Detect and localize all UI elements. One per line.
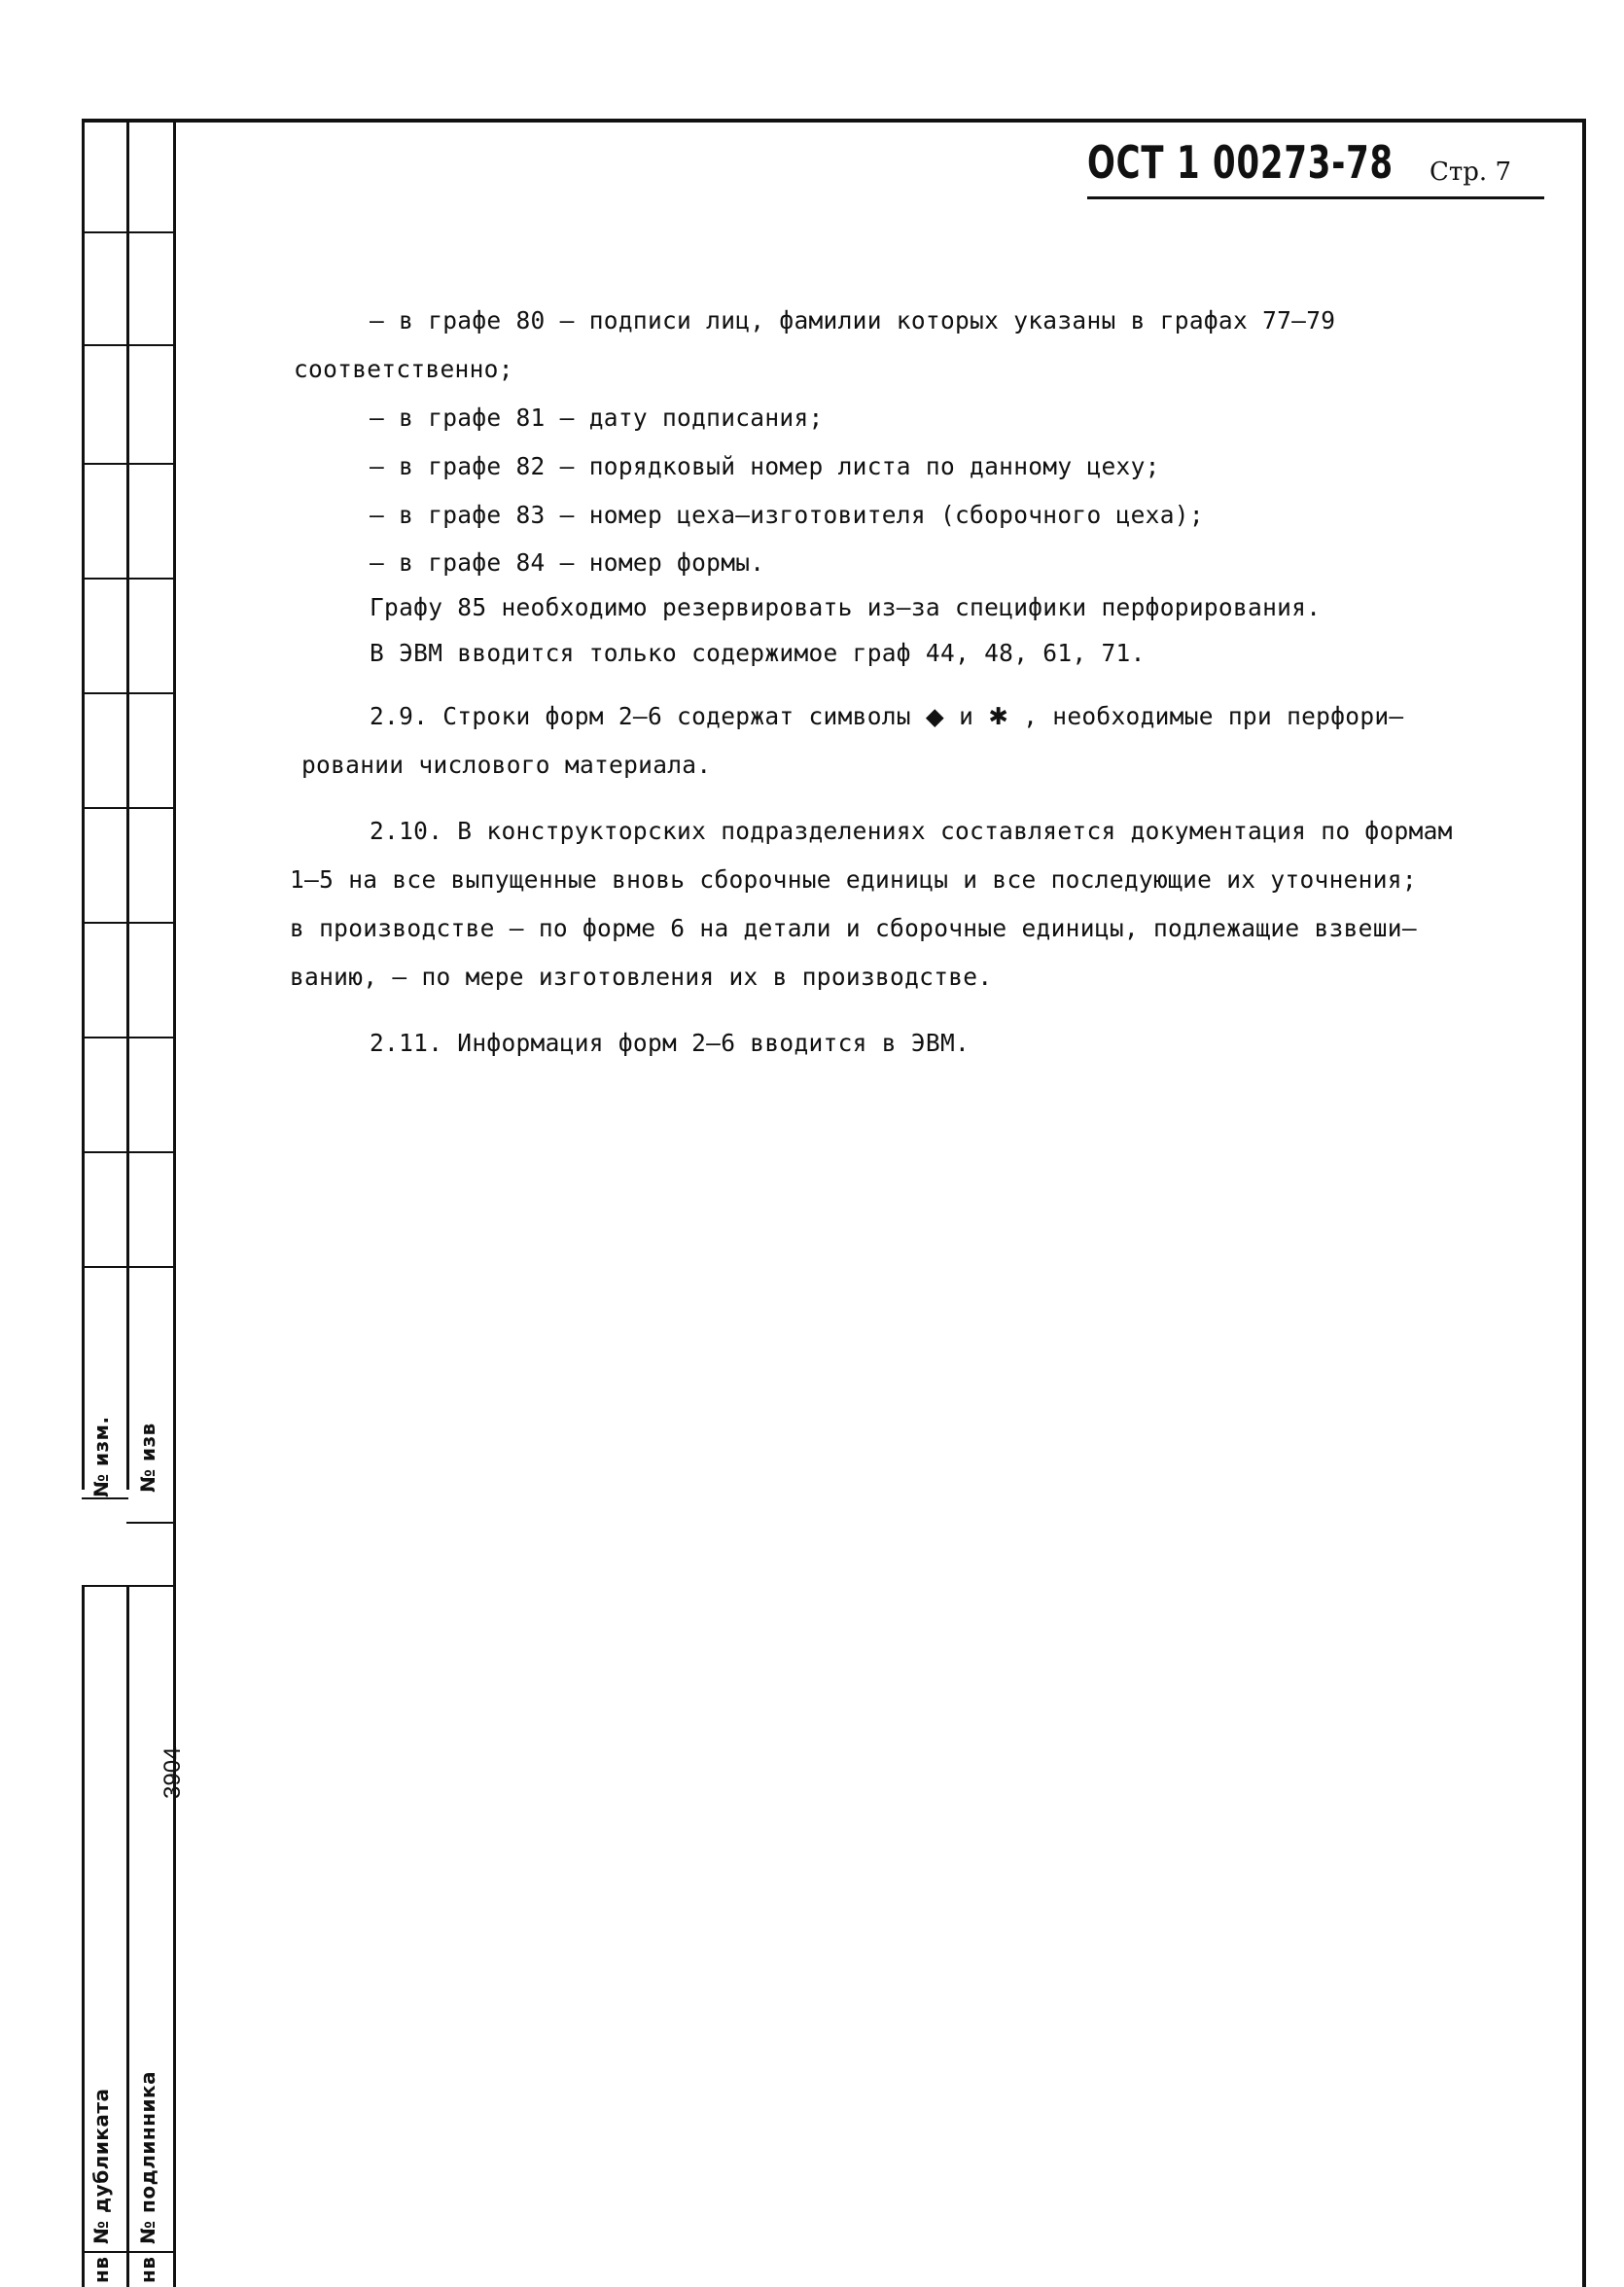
margin-cell-divider: [82, 1585, 128, 1587]
margin-cell-divider: [82, 807, 173, 809]
margin-cell-divider: [82, 1037, 173, 1038]
text-line: Графу 85 необходимо резервировать из–за специфики перфорирования.: [370, 593, 1322, 621]
document-header: [1087, 136, 1544, 199]
label-inv-dublikata: нв: [89, 2256, 113, 2283]
text-line: – в графе 83 – номер цеха–изготовителя (сборочного цеха);: [370, 501, 1204, 529]
text-fragment: , необходимые при перфори–: [1023, 702, 1404, 730]
standard-code: ОСТ 1 00273-78: [1087, 136, 1394, 189]
margin-cell-divider: [82, 578, 173, 580]
text-line: ровании числового материала.: [301, 751, 712, 779]
original-number: 3904: [159, 1746, 186, 1799]
margin-cell-divider: [82, 463, 173, 465]
text-line: 2.10. В конструкторских подразделениях составляется документация по формам: [370, 817, 1453, 845]
label-dublikata: № дубликата: [89, 2088, 113, 2244]
text-line: – в графе 84 – номер формы.: [370, 548, 765, 577]
label-izm: № изм.: [89, 1416, 113, 1497]
text-line: – в графе 82 – порядковый номер листа по данному цеху;: [370, 452, 1160, 480]
margin-column-izv: [126, 119, 173, 1490]
text-line: В ЭВМ вводится только содержимое граф 44, 48, 61, 71.: [370, 639, 1146, 667]
paragraph-2-9-line-1: [370, 702, 1403, 730]
text-line: 1–5 на все выпущенные вновь сборочные единицы и все последующие их уточнения;: [290, 865, 1417, 894]
text-fragment: 2.9. Строки форм 2–6 содержат символы: [370, 702, 911, 730]
margin-column-podlinnika: [126, 1585, 129, 2287]
text-line: соответственно;: [294, 355, 513, 383]
text-line: ванию, – по мере изготовления их в производстве.: [290, 963, 993, 991]
margin-column-izm: [82, 119, 128, 1490]
margin-cell-divider: [82, 692, 173, 694]
page-label: Стр. 7: [1430, 158, 1511, 187]
margin-cell-divider: [82, 1151, 173, 1153]
text-line: – в графе 80 – подписи лиц, фамилии которых указаны в графах 77–79: [370, 306, 1336, 334]
text-line: 2.11. Информация форм 2–6 вводится в ЭВМ.: [370, 1029, 971, 1057]
margin-cell-divider: [82, 922, 173, 924]
text-line: в производстве – по форме 6 на детали и сборочные единицы, подлежащие взвеши–: [290, 914, 1417, 942]
label-inv-podlinnika: нв: [136, 2256, 159, 2283]
text-line: – в графе 81 – дату подписания;: [370, 404, 824, 432]
margin-cell-divider: [82, 1497, 128, 1499]
margin-cell-divider: [82, 231, 173, 233]
text-fragment: и: [959, 702, 974, 730]
margin-cell-divider: [82, 2251, 173, 2253]
label-izv: № изв: [136, 1423, 159, 1493]
frame-right-border: [1582, 119, 1586, 2287]
diamond-symbol-icon: ◆: [925, 702, 945, 730]
margin-column-dublikata: [82, 1585, 85, 2287]
margin-cell-divider: [82, 344, 173, 346]
label-podlinnika: № подлинника: [136, 2070, 159, 2244]
margin-cell-divider: [126, 1522, 173, 1524]
asterisk-symbol-icon: ✱: [988, 702, 1009, 730]
frame-top-border: [82, 119, 1585, 123]
margin-cell-divider: [82, 1266, 173, 1268]
frame-left-border: [173, 119, 176, 2287]
margin-cell-divider: [126, 1585, 173, 1587]
